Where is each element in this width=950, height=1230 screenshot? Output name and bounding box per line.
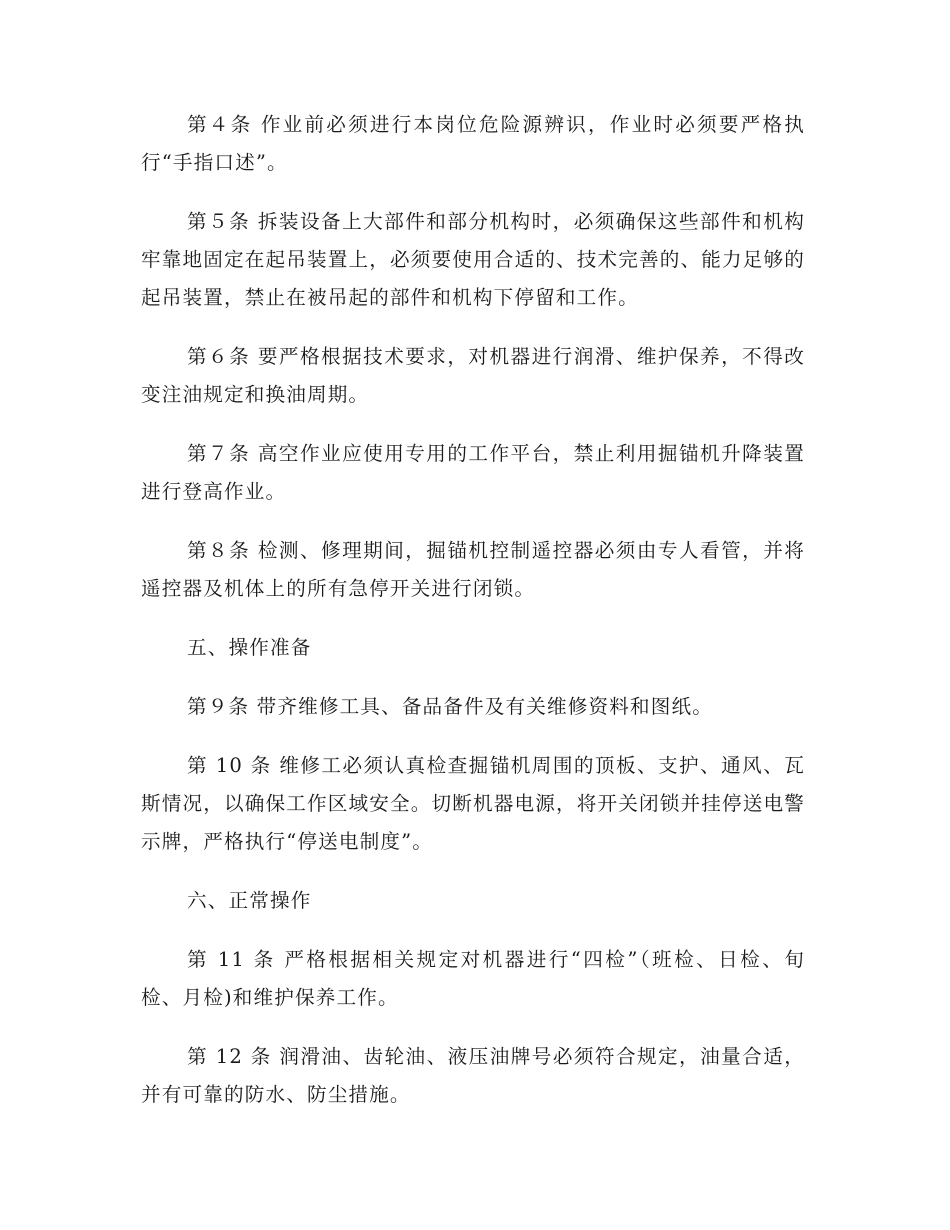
section-heading-operation-prep: 五、操作准备: [187, 636, 312, 659]
article-5: 第５条 拆装设备上大部件和部分机构时，必须确保这些部件和机构牢靠地固定在起吊装置上，必须要使用合适的、技术完善的、能力足够的起吊装置，禁止在被吊起的部件和机构下停留和工作。: [141, 210, 805, 309]
article-6: 第６条 要严格根据技术要求，对机器进行润滑、维护保养，不得改变注油规定和换油周期。: [141, 345, 805, 406]
article-10: 第 10 条 维修工必须认真检查掘锚机周围的顶板、支护、通风、瓦斯情况，以确保工作区域安全。切断机器电源，将开关闭锁并挂停送电警示牌，严格执行“停送电制度”。: [141, 754, 805, 853]
article-8: 第８条 检测、修理期间，掘锚机控制遥控器必须由专人看管，并将遥控器及机体上的所有急停开关进行闭锁。: [141, 539, 805, 600]
article-9: 第９条 带齐维修工具、备品备件及有关维修资料和图纸。: [187, 695, 713, 718]
article-4: 第４条 作业前必须进行本岗位危险源辨识，作业时必须要严格执行“手指口述”。: [141, 113, 805, 174]
document-body: [141, 106, 805, 1135]
article-7: 第７条 高空作业应使用专用的工作平台，禁止利用掘锚机升降装置进行登高作业。: [141, 442, 805, 503]
section-heading-normal-operation: 六、正常操作: [187, 889, 312, 912]
article-11: 第 11 条 严格根据相关规定对机器进行“四检”（班检、日检、旬检、月检)和维护保养工作。: [141, 948, 805, 1009]
article-12: 第 12 条 润滑油、齿轮油、液压油牌号必须符合规定，油量合适，并有可靠的防水、防尘措施。: [141, 1045, 805, 1106]
